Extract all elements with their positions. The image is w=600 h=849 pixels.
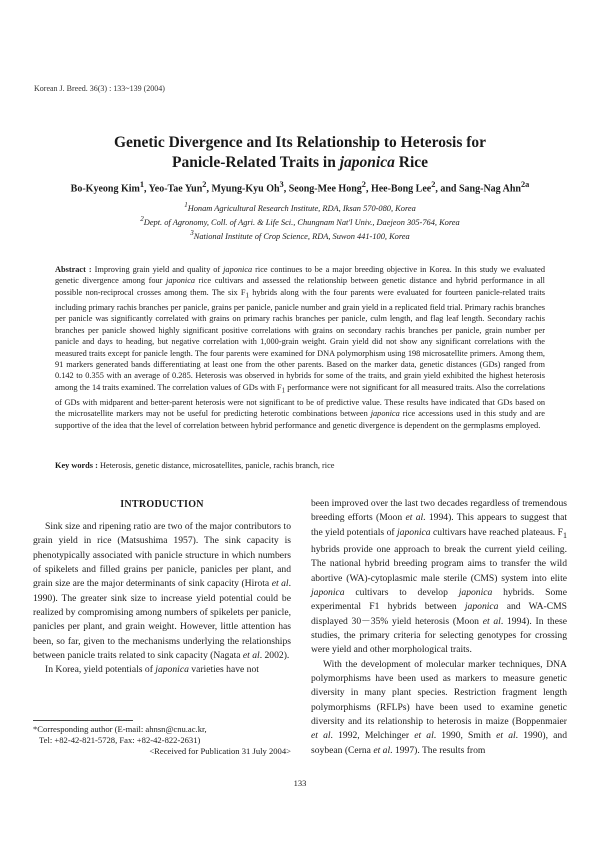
author-name: Yeo-Tae Yun xyxy=(148,183,203,195)
author-list xyxy=(20,180,580,194)
paragraph-text: hybrids. Some experimental F1 hybrids between xyxy=(311,586,567,613)
title-line-1: Genetic Divergence and Its Relationship to Heterosis for xyxy=(113,134,487,151)
paper-title xyxy=(50,133,550,173)
paragraph-text: varieties have not xyxy=(188,664,259,676)
right-column xyxy=(311,497,567,758)
footnote-line: *Corresponding author (E-mail: ahnsn@cnu.ac.kr, xyxy=(33,724,207,734)
affiliation xyxy=(50,200,550,214)
affiliation xyxy=(50,228,550,242)
title-line-2-text: Panicle-Related Traits in xyxy=(171,154,340,171)
page-number: 133 xyxy=(293,778,307,788)
author-sep: , xyxy=(206,183,212,195)
keywords xyxy=(55,461,545,470)
paragraph-text: Sink size and ripening ratio are two of the major contributors to grain yield in rice (Matsushima 1957). The sink capacity is phenotypically associated with panicle structure in which numbers of spikelets and filled grains per panicle, panicles per plant, and grain size are the major determinants of sink capacity (Hirota xyxy=(33,521,291,590)
author-sup: 2 xyxy=(202,180,207,189)
et-al: et al xyxy=(405,512,424,524)
paragraph-italic: japonica xyxy=(155,664,189,676)
paragraph-text: . 1990, Smith xyxy=(433,730,497,742)
paragraph-subscript: 1 xyxy=(563,530,567,540)
paragraph-text: . 1994). In these studies, the primary criteria for selecting genotypes for crossing were yield and other morphological traits. xyxy=(311,615,567,656)
author-sup xyxy=(521,180,529,189)
title-line-2 xyxy=(50,153,550,173)
affiliation-text: National Institute of Crop Science, RDA, Suwon 441-100, Korea xyxy=(193,231,410,241)
paragraph-text: . 2002). xyxy=(259,650,290,662)
paragraph-text: In Korea, yield potentials of xyxy=(45,664,156,676)
author-name: Myung-Kyu Oh xyxy=(211,183,280,195)
affiliation-sup: 2 xyxy=(140,215,144,224)
author-name: Hee-Bong Lee xyxy=(370,183,432,195)
paragraph-text: . 1994). This appears to suggest that the yield potentials of xyxy=(311,512,567,538)
paragraph-italic: japonica xyxy=(464,601,499,613)
author-sup-number: 2 xyxy=(520,180,526,189)
intro-paragraph xyxy=(311,497,567,658)
corresponding-author-footnote xyxy=(33,724,291,757)
keywords-label: Key words : xyxy=(55,461,98,470)
abstract-text: Improving grain yield and quality of xyxy=(91,265,224,274)
section-heading-introduction: INTRODUCTION xyxy=(120,499,204,510)
affiliation-text: Dept. of Agronomy, Coll. of Agri. & Life Sci., Chungnam Nat'l Univ., Daejeon 305-764, Korea xyxy=(143,217,460,227)
left-column xyxy=(33,520,291,678)
author-sup: 1 xyxy=(139,180,145,189)
paragraph-text: . 1990), and soybean (Cerna xyxy=(311,730,568,756)
affiliation xyxy=(50,214,550,228)
affiliation-sup: 1 xyxy=(184,201,188,209)
paragraph-italic: japonica xyxy=(458,586,493,598)
keywords-text: Heterosis, genetic distance, microsatellites, panicle, rachis branch, rice xyxy=(97,461,335,470)
paragraph-text: cultivars to develop xyxy=(344,586,459,598)
paragraph-text: With the development of molecular marker techniques, DNA polymorphisms have been used as markers to measure genetic diversity in many plant species. Restriction fragment length polymorphisms (RFLPs) have been used to examine genetic diversity and its relationship to heterosis in maize (Boppenmaier xyxy=(311,658,567,728)
abstract-subscript: 1 xyxy=(281,387,286,395)
et-al: et al xyxy=(482,615,501,627)
author-sep: , xyxy=(365,183,371,195)
footnote-divider xyxy=(33,720,133,721)
et-al: et al xyxy=(311,730,331,742)
abstract xyxy=(55,264,545,431)
author-name: Sang-Nag Ahn xyxy=(459,183,521,195)
author-name: Bo-Kyeong Kim xyxy=(70,183,140,195)
paragraph-text: hybrids provide one approach to break the current yield ceiling. The national hybrid breeding program aims to transfer the wild abortive (WA)-cytoplasmic male sterile (CMS) system into elite xyxy=(311,543,567,584)
paragraph-text: been improved over the last two decades regardless of tremendous breeding efforts (Moon xyxy=(311,498,567,524)
abstract-label: Abstract : xyxy=(55,265,92,274)
abstract-text: hybrids along with the four parents were evaluated for fourteen panicle-related traits including primary rachis branches per panicle, grains per panicle, panicle number and grain yield in a replicated field trial. Primary rachis branches per panicle was significantly correlated with grains on primary rachis branches per panicle, culm length, and flag leaf length. Secondary rachis branches per panicle showed highly significant positive correlations with grains on secondary rachis branches per panicle, grain number per panicle and days to heading, but negative correlation with 1,000-grain weight. Grain yield did not show any significant correlations with the measured traits except for panicle length. The four parents were examined for DNA polymorphism using 198 microsatellite primers. Among them, 91 markers generated bands differentiating at least one from the other parents. Based on the marker data, genetic distances (GDs) ranged from 0.142 to 0.355 with an average of 0.285. Heterosis was observed in hybrids for some of the traits, and grain yield exhibited the highest heterosis among the 14 traits examined. The correlation values of GDs with F xyxy=(55,287,545,392)
abstract-italic: japonica xyxy=(370,409,400,419)
abstract-italic: japonica xyxy=(166,276,196,286)
paragraph-italic: japonica xyxy=(397,526,431,538)
et-al: et al xyxy=(414,730,434,742)
corresponding-mark: a xyxy=(525,180,530,189)
et-al: et al xyxy=(373,744,391,756)
paragraph-text: cultivars have reached plateaus. F xyxy=(430,526,563,538)
abstract-text: rice accessions used in this study and are supportive of the idea that the level of correlation between hybrid performance and genetic divergence is dependent on the germplasms employed. xyxy=(55,409,545,430)
intro-paragraph xyxy=(311,658,567,758)
affiliation-sup: 3 xyxy=(190,229,194,238)
author-sep: , xyxy=(144,183,149,195)
author-sup: 3 xyxy=(279,180,284,189)
intro-paragraph xyxy=(33,520,291,663)
et-al: et al xyxy=(496,730,516,742)
paragraph-text: . 1997). The results from xyxy=(390,744,486,756)
paragraph-text: . 1992, Melchinger xyxy=(330,730,415,742)
abstract-subscript: 1 xyxy=(245,292,249,300)
author-sep: , and xyxy=(435,183,459,195)
affiliations xyxy=(50,200,550,242)
paragraph-italic: japonica xyxy=(311,586,345,598)
abstract-italic: japonica xyxy=(223,265,253,274)
paragraph-text: . 1990). The greater sink size to increase yield potential could be realized by compromising among numbers of spikelets per panicle, panicles per plant, and grain weight. However, little attention has been, so far, given to the mechanisms underlying the relationships between panicle traits related to sink capacity (Nagata xyxy=(33,578,291,662)
intro-paragraph xyxy=(33,663,291,677)
et-al: et al xyxy=(271,578,289,590)
author-sup: 2 xyxy=(361,180,366,189)
paragraph-text: and WA-CMS displayed 30－35% yield heterosis (Moon xyxy=(311,601,567,627)
footnote-line: Tel: +82-42-821-5728, Fax: +82-42-822-2631) xyxy=(39,735,201,745)
journal-citation: Korean J. Breed. 36(3) : 133~139 (2004) xyxy=(34,84,165,93)
title-line-2-end: Rice xyxy=(394,154,429,171)
abstract-text: rice cultivars and assessed the relationship between genetic distance and hybrid performance in all possible non-reciprocal crosses among them. The six F xyxy=(55,276,545,297)
author-sep: , xyxy=(283,183,289,195)
abstract-text: rice continues to be a major breeding objective in Korea. In this study we evaluated genetic divergence among four xyxy=(55,265,546,286)
affiliation-text: Honam Agricultural Research Institute, RDA, Iksan 570-080, Korea xyxy=(187,203,416,213)
abstract-text: performance were not significant for all measured traits. Also the correlations of GDs with midparent and better-parent heterosis were not significant to be of predictive value. These results have indicated that GDs based on the microsatellite markers may not be useful for predicting heterotic combinations between xyxy=(55,382,545,419)
received-date: <Received for Publication 31 July 2004> xyxy=(149,746,291,756)
author-sup: 2 xyxy=(431,180,436,189)
et-al: et al xyxy=(242,650,260,662)
author-name: Seong-Mee Hong xyxy=(288,183,362,195)
title-line-2-italic: japonica xyxy=(339,154,395,171)
